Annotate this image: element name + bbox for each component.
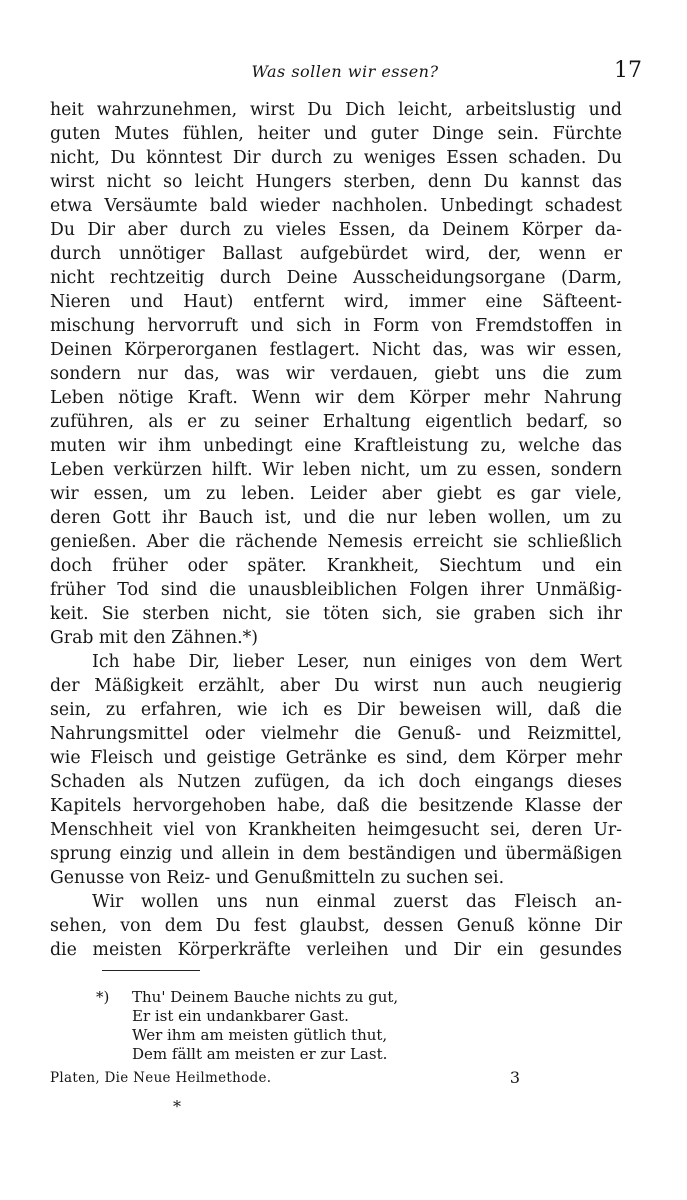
text-line: Deinen Körperorganen festlagert. Nicht das, was wir essen, <box>50 340 622 360</box>
running-head <box>48 58 642 88</box>
text-line: zuführen, als er zu seiner Erhaltung eigentlich bedarf, so <box>50 412 622 432</box>
body-text <box>50 98 622 962</box>
text-line: guten Mutes fühlen, heiter und guter Dinge sein. Fürchte <box>50 124 622 144</box>
text-line: etwa Versäumte bald wieder nachholen. Unbedingt schadest <box>50 196 622 216</box>
text-line: Leben nötige Kraft. Wenn wir dem Körper mehr Nahrung <box>50 388 622 408</box>
text-line: Du Dir aber durch zu vieles Essen, da Deinem Körper da- <box>50 220 622 240</box>
text-line: sehen, von dem Du fest glaubst, dessen Genuß könne Dir <box>50 916 622 936</box>
text-line: nicht rechtzeitig durch Deine Ausscheidungsorgane (Darm, <box>50 268 622 288</box>
footnote-line: Wer ihm am meisten gütlich thut, <box>132 1026 388 1044</box>
text-line: mischung hervorruft und sich in Form von Fremdstoffen in <box>50 316 622 336</box>
text-line: sein, zu erfahren, wie ich es Dir beweisen will, daß die <box>50 700 622 720</box>
text-line: deren Gott ihr Bauch ist, und die nur leben wollen, um zu <box>50 508 622 528</box>
footnote-line: Thu' Deinem Bauche nichts zu gut, <box>132 988 399 1006</box>
text-line: muten wir ihm unbedingt eine Kraftleistung zu, welche das <box>50 436 622 456</box>
text-line: Genusse von Reiz- und Genußmitteln zu suchen sei. <box>50 868 505 888</box>
sheet-number: 3 <box>509 1068 520 1087</box>
text-line: genießen. Aber die rächende Nemesis erreicht sie schließlich <box>50 532 622 552</box>
text-line: Schaden als Nutzen zufügen, da ich doch eingangs dieses <box>50 772 622 792</box>
text-line: wie Fleisch und geistige Getränke es sind, dem Körper mehr <box>50 748 622 768</box>
text-line: der Mäßigkeit erzählt, aber Du wirst nun auch neugierig <box>50 676 622 696</box>
text-line: doch früher oder später. Krankheit, Siechtum und ein <box>50 556 622 576</box>
page-number: 17 <box>614 58 642 83</box>
text-line: durch unnötiger Ballast aufgebürdet wird, der, wenn er <box>50 244 622 264</box>
text-line: Ich habe Dir, lieber Leser, nun einiges von dem Wert <box>92 652 622 672</box>
footnote-verse <box>132 988 512 1064</box>
footnote-line: Dem fällt am meisten er zur Last. <box>132 1045 388 1063</box>
text-line: sprung einzig und allein in dem beständigen und übermäßigen <box>50 844 622 864</box>
text-line: wir essen, um zu leben. Leider aber giebt es gar viele, <box>50 484 622 504</box>
printer-signature: Platen, Die Neue Heilmethode. <box>50 1070 272 1086</box>
text-line: Wir wollen uns nun einmal zuerst das Fleisch an- <box>92 892 622 912</box>
text-line: heit wahrzunehmen, wirst Du Dich leicht, arbeitslustig und <box>50 100 622 120</box>
printer-signature-line <box>50 1070 520 1092</box>
text-line: Grab mit den Zähnen.*) <box>50 628 258 648</box>
text-line: keit. Sie sterben nicht, sie töten sich, sie graben sich ihr <box>50 604 622 624</box>
text-line: früher Tod sind die unausbleiblichen Folgen ihrer Unmäßig- <box>50 580 622 600</box>
footnote-marker: *) <box>96 988 110 1006</box>
text-line: wirst nicht so leicht Hungers sterben, denn Du kannst das <box>50 172 622 192</box>
sheet-star-mark: * <box>173 1097 181 1116</box>
text-line: Menschheit viel von Krankheiten heimgesucht sei, deren Ur- <box>50 820 622 840</box>
footnote-line: Er ist ein undankbarer Gast. <box>132 1007 349 1025</box>
text-line: nicht, Du könntest Dir durch zu weniges Essen schaden. Du <box>50 148 622 168</box>
text-line: sondern nur das, was wir verdauen, giebt uns die zum <box>50 364 622 384</box>
text-line: die meisten Körperkräfte verleihen und Dir ein gesundes <box>50 940 622 960</box>
text-line: Leben verkürzen hilft. Wir leben nicht, um zu essen, sondern <box>50 460 622 480</box>
text-line: Nieren und Haut) entfernt wird, immer eine Säfteent- <box>50 292 622 312</box>
footnote-divider <box>102 970 200 971</box>
text-line: Nahrungsmittel oder vielmehr die Genuß- und Reizmittel, <box>50 724 622 744</box>
text-line: Kapitels hervorgehoben habe, daß die besitzende Klasse der <box>50 796 622 816</box>
running-title: Was sollen wir essen? <box>251 62 439 81</box>
